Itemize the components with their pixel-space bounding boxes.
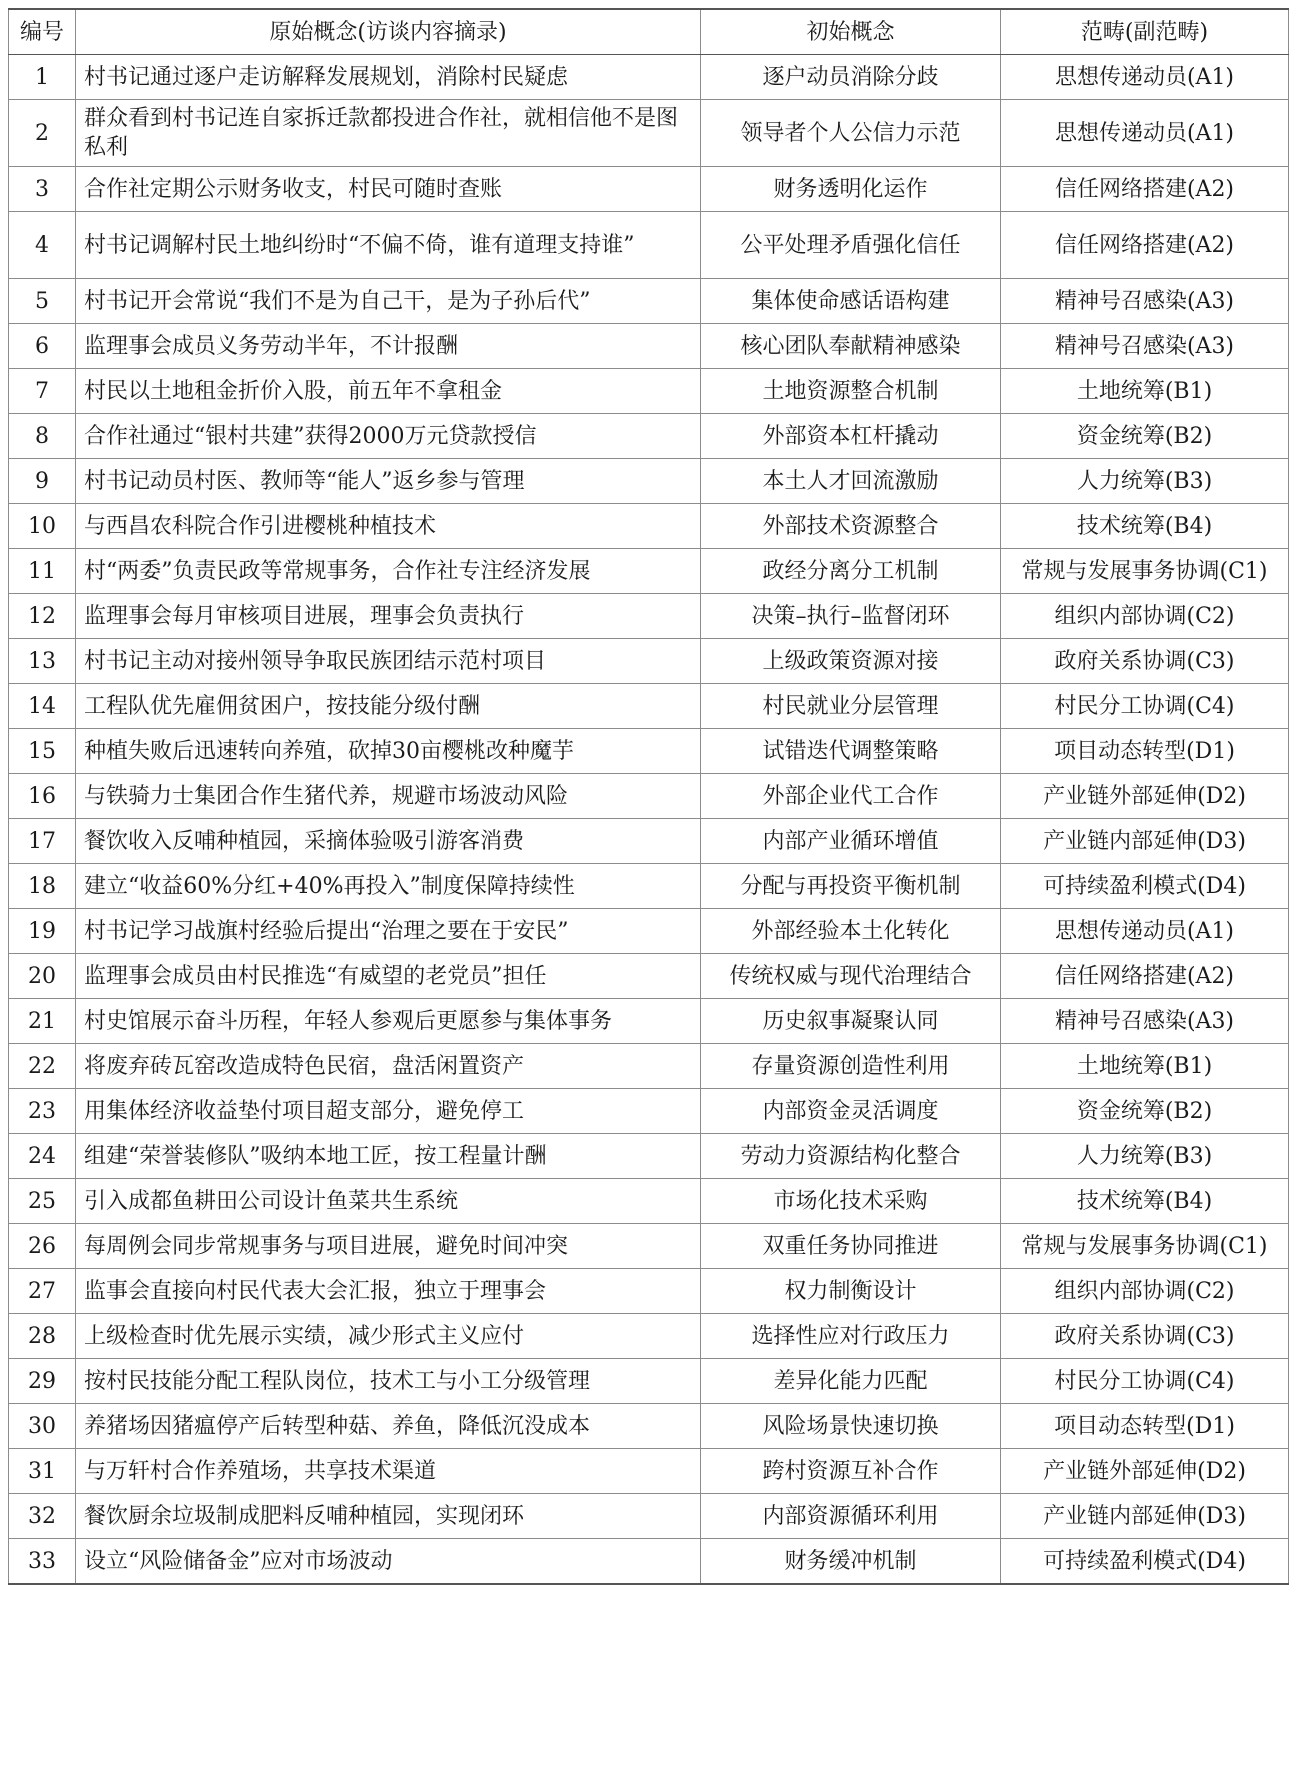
row-number: 11 bbox=[9, 549, 76, 594]
row-original-concept: 群众看到村书记连自家拆迁款都投进合作社，就相信他不是图私利 bbox=[76, 100, 701, 167]
table-row bbox=[9, 100, 1289, 167]
row-initial-concept: 存量资源创造性利用 bbox=[701, 1044, 1001, 1089]
header-row bbox=[9, 9, 1289, 55]
row-initial-concept: 集体使命感话语构建 bbox=[701, 279, 1001, 324]
table-row bbox=[9, 212, 1289, 279]
row-category: 土地统筹(B1) bbox=[1001, 1044, 1289, 1089]
table-row bbox=[9, 954, 1289, 999]
row-category: 产业链外部延伸(D2) bbox=[1001, 1449, 1289, 1494]
table-row bbox=[9, 639, 1289, 684]
table-row bbox=[9, 1314, 1289, 1359]
row-category: 人力统筹(B3) bbox=[1001, 1134, 1289, 1179]
row-number: 1 bbox=[9, 55, 76, 100]
table-row bbox=[9, 729, 1289, 774]
row-category: 产业链内部延伸(D3) bbox=[1001, 819, 1289, 864]
row-number: 22 bbox=[9, 1044, 76, 1089]
row-original-concept: 村书记调解村民土地纠纷时“不偏不倚，谁有道理支持谁” bbox=[76, 212, 701, 279]
row-original-concept: 餐饮厨余垃圾制成肥料反哺种植园，实现闭环 bbox=[76, 1494, 701, 1539]
row-category: 产业链内部延伸(D3) bbox=[1001, 1494, 1289, 1539]
row-number: 5 bbox=[9, 279, 76, 324]
row-number: 8 bbox=[9, 414, 76, 459]
row-initial-concept: 财务缓冲机制 bbox=[701, 1539, 1001, 1585]
row-initial-concept: 跨村资源互补合作 bbox=[701, 1449, 1001, 1494]
row-initial-concept: 外部资本杠杆撬动 bbox=[701, 414, 1001, 459]
row-initial-concept: 劳动力资源结构化整合 bbox=[701, 1134, 1001, 1179]
row-initial-concept: 历史叙事凝聚认同 bbox=[701, 999, 1001, 1044]
table-row bbox=[9, 414, 1289, 459]
row-original-concept: 村书记通过逐户走访解释发展规划，消除村民疑虑 bbox=[76, 55, 701, 100]
table-row bbox=[9, 1269, 1289, 1314]
row-number: 23 bbox=[9, 1089, 76, 1134]
row-initial-concept: 风险场景快速切换 bbox=[701, 1404, 1001, 1449]
table-row bbox=[9, 1044, 1289, 1089]
row-initial-concept: 权力制衡设计 bbox=[701, 1269, 1001, 1314]
row-initial-concept: 差异化能力匹配 bbox=[701, 1359, 1001, 1404]
table-row bbox=[9, 1134, 1289, 1179]
row-original-concept: 餐饮收入反哺种植园，采摘体验吸引游客消费 bbox=[76, 819, 701, 864]
row-original-concept: 将废弃砖瓦窑改造成特色民宿，盘活闲置资产 bbox=[76, 1044, 701, 1089]
table-row bbox=[9, 369, 1289, 414]
table-row bbox=[9, 55, 1289, 100]
row-original-concept: 村书记开会常说“我们不是为自己干，是为子孙后代” bbox=[76, 279, 701, 324]
row-category: 精神号召感染(A3) bbox=[1001, 279, 1289, 324]
row-number: 12 bbox=[9, 594, 76, 639]
row-initial-concept: 外部企业代工合作 bbox=[701, 774, 1001, 819]
row-number: 19 bbox=[9, 909, 76, 954]
row-initial-concept: 财务透明化运作 bbox=[701, 167, 1001, 212]
row-original-concept: 种植失败后迅速转向养殖，砍掉30亩樱桃改种魔芋 bbox=[76, 729, 701, 774]
row-number: 25 bbox=[9, 1179, 76, 1224]
row-category: 政府关系协调(C3) bbox=[1001, 639, 1289, 684]
row-number: 14 bbox=[9, 684, 76, 729]
row-category: 精神号召感染(A3) bbox=[1001, 999, 1289, 1044]
row-number: 9 bbox=[9, 459, 76, 504]
header-initial-concept: 初始概念 bbox=[701, 9, 1001, 55]
table-row bbox=[9, 684, 1289, 729]
row-category: 政府关系协调(C3) bbox=[1001, 1314, 1289, 1359]
row-initial-concept: 分配与再投资平衡机制 bbox=[701, 864, 1001, 909]
row-category: 资金统筹(B2) bbox=[1001, 1089, 1289, 1134]
row-number: 32 bbox=[9, 1494, 76, 1539]
table-row bbox=[9, 167, 1289, 212]
row-original-concept: 引入成都鱼耕田公司设计鱼菜共生系统 bbox=[76, 1179, 701, 1224]
row-number: 3 bbox=[9, 167, 76, 212]
table-row bbox=[9, 774, 1289, 819]
row-original-concept: 村书记动员村医、教师等“能人”返乡参与管理 bbox=[76, 459, 701, 504]
header-number: 编号 bbox=[9, 9, 76, 55]
row-original-concept: 村书记主动对接州领导争取民族团结示范村项目 bbox=[76, 639, 701, 684]
row-initial-concept: 双重任务协同推进 bbox=[701, 1224, 1001, 1269]
table-row bbox=[9, 594, 1289, 639]
row-number: 31 bbox=[9, 1449, 76, 1494]
row-initial-concept: 内部产业循环增值 bbox=[701, 819, 1001, 864]
row-initial-concept: 内部资源循环利用 bbox=[701, 1494, 1001, 1539]
row-number: 15 bbox=[9, 729, 76, 774]
row-number: 13 bbox=[9, 639, 76, 684]
table-row bbox=[9, 504, 1289, 549]
row-number: 10 bbox=[9, 504, 76, 549]
row-initial-concept: 决策–执行–监督闭环 bbox=[701, 594, 1001, 639]
row-category: 思想传递动员(A1) bbox=[1001, 55, 1289, 100]
row-category: 组织内部协调(C2) bbox=[1001, 594, 1289, 639]
row-category: 可持续盈利模式(D4) bbox=[1001, 1539, 1289, 1585]
table-row bbox=[9, 1224, 1289, 1269]
row-initial-concept: 村民就业分层管理 bbox=[701, 684, 1001, 729]
row-initial-concept: 选择性应对行政压力 bbox=[701, 1314, 1001, 1359]
row-original-concept: 养猪场因猪瘟停产后转型种菇、养鱼，降低沉没成本 bbox=[76, 1404, 701, 1449]
row-initial-concept: 公平处理矛盾强化信任 bbox=[701, 212, 1001, 279]
table-row bbox=[9, 279, 1289, 324]
row-number: 28 bbox=[9, 1314, 76, 1359]
row-initial-concept: 外部技术资源整合 bbox=[701, 504, 1001, 549]
row-original-concept: 与铁骑力士集团合作生猪代养，规避市场波动风险 bbox=[76, 774, 701, 819]
row-original-concept: 监理事会每月审核项目进展，理事会负责执行 bbox=[76, 594, 701, 639]
row-original-concept: 监事会直接向村民代表大会汇报，独立于理事会 bbox=[76, 1269, 701, 1314]
row-number: 18 bbox=[9, 864, 76, 909]
table-row bbox=[9, 549, 1289, 594]
table-row bbox=[9, 1404, 1289, 1449]
coding-table bbox=[8, 8, 1289, 1585]
table-row bbox=[9, 1359, 1289, 1404]
row-original-concept: 村书记学习战旗村经验后提出“治理之要在于安民” bbox=[76, 909, 701, 954]
row-number: 17 bbox=[9, 819, 76, 864]
row-number: 26 bbox=[9, 1224, 76, 1269]
table-row bbox=[9, 1179, 1289, 1224]
row-category: 思想传递动员(A1) bbox=[1001, 909, 1289, 954]
table-row bbox=[9, 1089, 1289, 1134]
row-category: 常规与发展事务协调(C1) bbox=[1001, 549, 1289, 594]
table-row bbox=[9, 324, 1289, 369]
row-number: 27 bbox=[9, 1269, 76, 1314]
row-category: 技术统筹(B4) bbox=[1001, 1179, 1289, 1224]
row-number: 16 bbox=[9, 774, 76, 819]
row-original-concept: 设立“风险储备金”应对市场波动 bbox=[76, 1539, 701, 1585]
row-category: 村民分工协调(C4) bbox=[1001, 684, 1289, 729]
row-category: 村民分工协调(C4) bbox=[1001, 1359, 1289, 1404]
table-row bbox=[9, 1494, 1289, 1539]
table-row bbox=[9, 1539, 1289, 1585]
row-initial-concept: 内部资金灵活调度 bbox=[701, 1089, 1001, 1134]
row-initial-concept: 本土人才回流激励 bbox=[701, 459, 1001, 504]
row-category: 土地统筹(B1) bbox=[1001, 369, 1289, 414]
row-original-concept: 村史馆展示奋斗历程，年轻人参观后更愿参与集体事务 bbox=[76, 999, 701, 1044]
row-initial-concept: 核心团队奉献精神感染 bbox=[701, 324, 1001, 369]
row-initial-concept: 政经分离分工机制 bbox=[701, 549, 1001, 594]
table-body bbox=[9, 55, 1289, 1585]
row-original-concept: 组建“荣誉装修队”吸纳本地工匠，按工程量计酬 bbox=[76, 1134, 701, 1179]
table-row bbox=[9, 819, 1289, 864]
row-original-concept: 合作社通过“银村共建”获得2000万元贷款授信 bbox=[76, 414, 701, 459]
row-category: 人力统筹(B3) bbox=[1001, 459, 1289, 504]
row-initial-concept: 领导者个人公信力示范 bbox=[701, 100, 1001, 167]
row-number: 20 bbox=[9, 954, 76, 999]
table-header bbox=[9, 9, 1289, 55]
row-category: 信任网络搭建(A2) bbox=[1001, 212, 1289, 279]
table-row bbox=[9, 459, 1289, 504]
row-category: 信任网络搭建(A2) bbox=[1001, 167, 1289, 212]
row-original-concept: 工程队优先雇佣贫困户，按技能分级付酬 bbox=[76, 684, 701, 729]
row-category: 信任网络搭建(A2) bbox=[1001, 954, 1289, 999]
row-original-concept: 与西昌农科院合作引进樱桃种植技术 bbox=[76, 504, 701, 549]
row-initial-concept: 市场化技术采购 bbox=[701, 1179, 1001, 1224]
row-number: 4 bbox=[9, 212, 76, 279]
row-initial-concept: 传统权威与现代治理结合 bbox=[701, 954, 1001, 999]
row-initial-concept: 上级政策资源对接 bbox=[701, 639, 1001, 684]
row-category: 技术统筹(B4) bbox=[1001, 504, 1289, 549]
row-number: 2 bbox=[9, 100, 76, 167]
row-initial-concept: 试错迭代调整策略 bbox=[701, 729, 1001, 774]
row-original-concept: 用集体经济收益垫付项目超支部分，避免停工 bbox=[76, 1089, 701, 1134]
row-number: 7 bbox=[9, 369, 76, 414]
table-row bbox=[9, 999, 1289, 1044]
header-category: 范畴(副范畴) bbox=[1001, 9, 1289, 55]
row-category: 精神号召感染(A3) bbox=[1001, 324, 1289, 369]
row-category: 项目动态转型(D1) bbox=[1001, 729, 1289, 774]
row-number: 29 bbox=[9, 1359, 76, 1404]
row-category: 组织内部协调(C2) bbox=[1001, 1269, 1289, 1314]
row-category: 产业链外部延伸(D2) bbox=[1001, 774, 1289, 819]
row-original-concept: 建立“收益60%分红+40%再投入”制度保障持续性 bbox=[76, 864, 701, 909]
row-original-concept: 村民以土地租金折价入股，前五年不拿租金 bbox=[76, 369, 701, 414]
row-category: 思想传递动员(A1) bbox=[1001, 100, 1289, 167]
row-category: 可持续盈利模式(D4) bbox=[1001, 864, 1289, 909]
row-original-concept: 上级检查时优先展示实绩，减少形式主义应付 bbox=[76, 1314, 701, 1359]
row-initial-concept: 逐户动员消除分歧 bbox=[701, 55, 1001, 100]
header-original-concept: 原始概念(访谈内容摘录) bbox=[76, 9, 701, 55]
row-original-concept: 按村民技能分配工程队岗位，技术工与小工分级管理 bbox=[76, 1359, 701, 1404]
row-original-concept: 监理事会成员由村民推选“有威望的老党员”担任 bbox=[76, 954, 701, 999]
table-row bbox=[9, 1449, 1289, 1494]
row-original-concept: 与万轩村合作养殖场，共享技术渠道 bbox=[76, 1449, 701, 1494]
row-initial-concept: 土地资源整合机制 bbox=[701, 369, 1001, 414]
row-category: 项目动态转型(D1) bbox=[1001, 1404, 1289, 1449]
row-number: 21 bbox=[9, 999, 76, 1044]
row-category: 资金统筹(B2) bbox=[1001, 414, 1289, 459]
row-number: 33 bbox=[9, 1539, 76, 1585]
table-row bbox=[9, 864, 1289, 909]
row-original-concept: 监理事会成员义务劳动半年，不计报酬 bbox=[76, 324, 701, 369]
row-category: 常规与发展事务协调(C1) bbox=[1001, 1224, 1289, 1269]
table-row bbox=[9, 909, 1289, 954]
row-original-concept: 每周例会同步常规事务与项目进展，避免时间冲突 bbox=[76, 1224, 701, 1269]
row-original-concept: 村“两委”负责民政等常规事务，合作社专注经济发展 bbox=[76, 549, 701, 594]
row-number: 30 bbox=[9, 1404, 76, 1449]
row-number: 24 bbox=[9, 1134, 76, 1179]
row-number: 6 bbox=[9, 324, 76, 369]
row-initial-concept: 外部经验本土化转化 bbox=[701, 909, 1001, 954]
row-original-concept: 合作社定期公示财务收支，村民可随时查账 bbox=[76, 167, 701, 212]
